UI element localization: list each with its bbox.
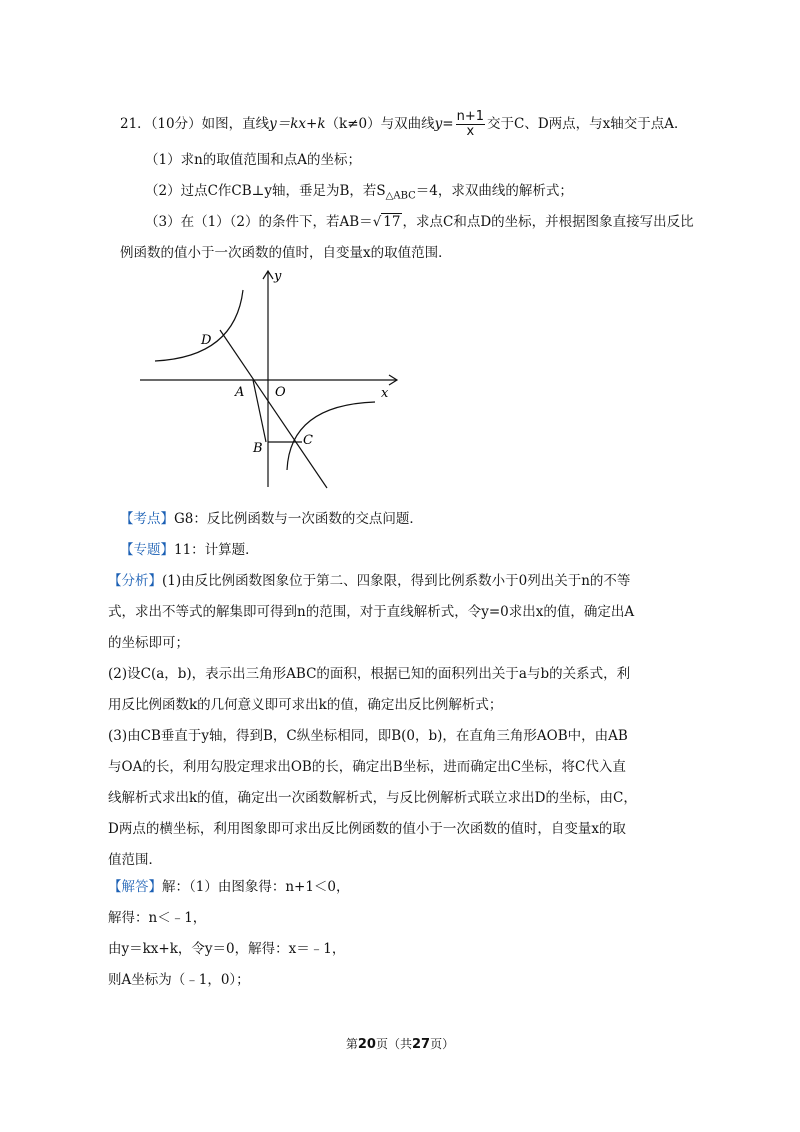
zhuanti-line (120, 541, 259, 559)
footer-mid: 页（共 (375, 1037, 412, 1051)
fenxi-line-1: 式，求出不等式的解集即可得到n的范围，对于直线解析式，令y=0求出x的值，确定出A (108, 604, 635, 620)
fraction-denominator: x (466, 124, 475, 139)
question-2-a: （2）过点C作CB⊥y轴，垂足为B，若S (145, 183, 386, 199)
fenxi-tag: 【分析】 (108, 573, 162, 589)
hyperbola-upper-branch (155, 290, 243, 361)
fraction-numerator: n+1 (456, 109, 484, 124)
footer-total-pages: 27 (412, 1037, 431, 1052)
question-2-subscript: △ABC (385, 190, 416, 202)
question-3-cont: 例函数的值小于一次函数的值时，自变量x的取值范围． (120, 245, 452, 261)
page-footer (0, 1035, 800, 1052)
coordinate-figure (135, 265, 405, 490)
label-y: y (274, 269, 282, 284)
label-x: x (381, 386, 389, 401)
zhuanti-text: 11：计算题． (174, 542, 259, 558)
problem-points: （10分） (150, 116, 202, 132)
kaodian-line (120, 510, 423, 528)
sqrt-sign: √ (372, 214, 382, 230)
problem-stem-a: 如图，直线 (201, 116, 270, 132)
label-O: O (275, 385, 286, 400)
line-kx-plus-k (220, 330, 327, 488)
fenxi-text-0: (1)由反比例函数图象位于第二、四象限，得到比例系数小于0列出关于n的不等 (162, 573, 631, 589)
fenxi-line-0 (108, 572, 630, 590)
problem-number: 21． (120, 116, 151, 132)
problem-condition: （k≠0） (325, 116, 381, 132)
label-B: B (253, 441, 263, 456)
label-A: A (235, 385, 245, 400)
footer-post: 页） (430, 1037, 455, 1051)
question-2-b: ＝4，求双曲线的解析式； (415, 183, 573, 199)
jieda-line-2: 由y＝kx+k，令y＝0，解得：x＝﹣1， (108, 941, 346, 957)
fenxi-line-3: (2)设C(a，b)，表示出三角形ABC的面积，根据已知的面积列出关于a与b的关系式，利 (108, 666, 631, 682)
jieda-line-3: 则A坐标为（﹣1，0）； (108, 972, 250, 988)
hyperbola-lower-branch (287, 402, 375, 470)
footer-pre: 第 (345, 1037, 358, 1051)
label-D: D (201, 333, 212, 348)
hyperbola-y: y= (434, 116, 454, 132)
line-equation: y＝kx+k (269, 116, 326, 132)
kaodian-tag: 【考点】 (120, 511, 174, 527)
question-3 (145, 213, 694, 231)
problem-stem-c: 交于C、D两点，与x轴交于点A． (487, 116, 688, 132)
question-2 (145, 182, 573, 206)
fenxi-line-2: 的坐标即可； (108, 635, 189, 651)
fenxi-line-4: 用反比例函数k的几何意义即可求出k的值，确定出反比例解析式； (108, 697, 503, 713)
jieda-line-1: 解得：n＜﹣1， (108, 910, 207, 926)
jieda-tag: 【解答】 (108, 879, 162, 895)
jieda-first: 解：（1）由图象得：n+1＜0， (162, 879, 350, 895)
question-3-b: ，求点C和点D的坐标，并根据图象直接写出反比 (402, 214, 694, 230)
fenxi-line-9: 值范围． (108, 852, 162, 868)
footer-page-number: 20 (357, 1037, 376, 1052)
fenxi-line-8: D两点的横坐标，利用图象即可求出反比例函数的值小于一次函数的值时，自变量x的取 (108, 821, 626, 837)
problem-line-1 (120, 110, 688, 139)
hyperbola-fraction (456, 110, 485, 139)
question-1: （1）求n的取值范围和点A的坐标； (145, 152, 362, 168)
jieda-line-0 (108, 878, 350, 896)
zhuanti-tag: 【专题】 (120, 542, 174, 558)
label-C: C (303, 433, 313, 448)
problem-stem-b: 与双曲线 (380, 116, 435, 132)
fenxi-line-7: 线解析式求出k的值，确定出一次函数解析式，与反比例解析式联立求出D的坐标，由C， (108, 790, 637, 806)
question-3-a: （3）在（1）（2）的条件下，若AB＝ (145, 214, 373, 230)
fenxi-line-6: 与OA的长，利用勾股定理求出OB的长，确定出B坐标，进而确定出C坐标，将C代入直 (108, 759, 626, 775)
kaodian-text: G8：反比例函数与一次函数的交点问题． (174, 511, 423, 527)
sqrt-radicand: 17 (383, 214, 401, 230)
fenxi-line-5: (3)由CB垂直于y轴，得到B，C纵坐标相同，即B(0，b)，在直角三角形AOB中，由AB (108, 728, 628, 744)
